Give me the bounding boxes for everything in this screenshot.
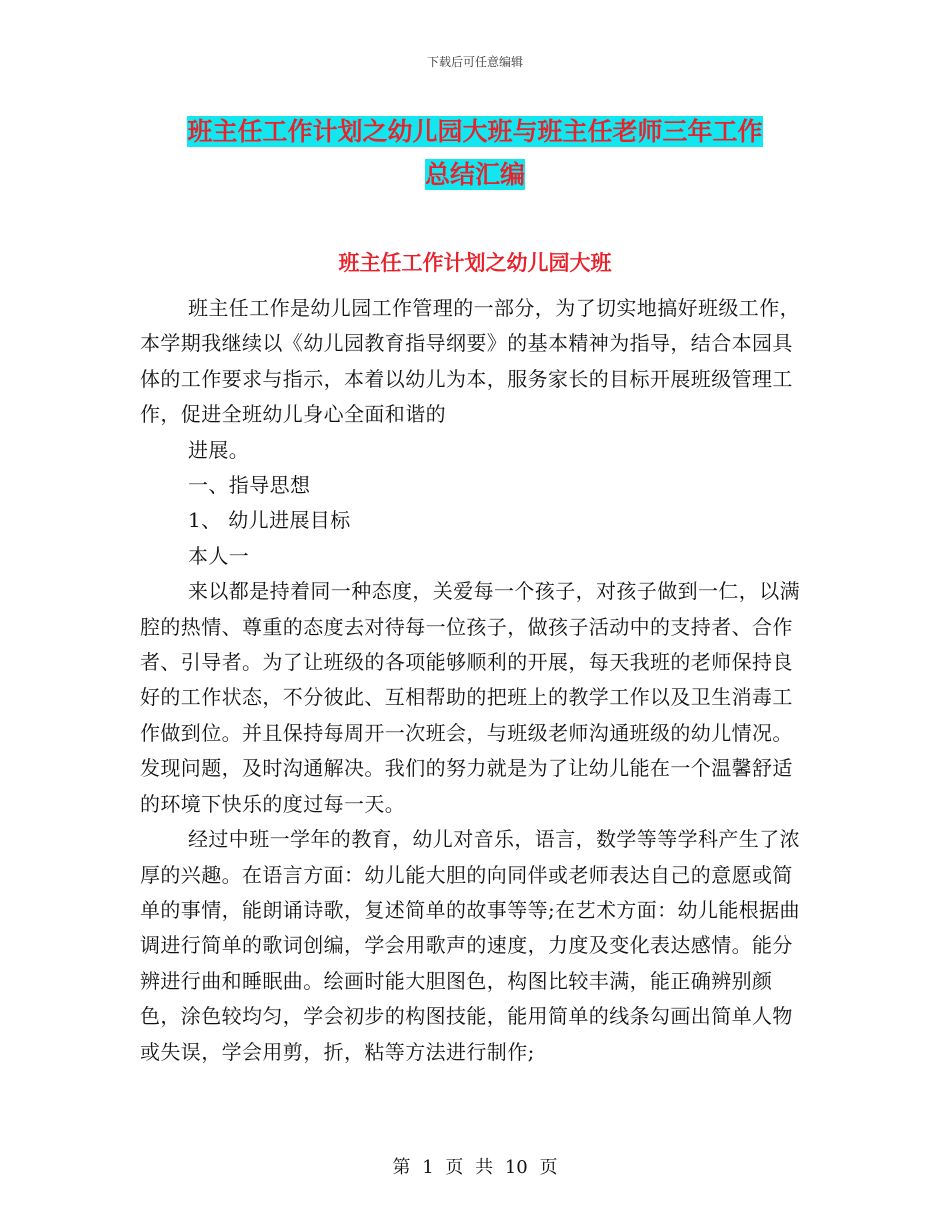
paragraph-fragment: 本人一 bbox=[188, 543, 250, 568]
document-title bbox=[0, 110, 950, 196]
header-note: 下载后可任意编辑 bbox=[426, 55, 523, 69]
paragraph-development: 经过中班一学年的教育，幼儿对音乐，语言，数学等等学科产生了浓厚的兴趣。在语言方面：幼儿能大胆的向同伴或老师表达自己的意愿或简单的事情，能朗诵诗歌，复述简单的故事等等;在艺术方面：幼儿能根据曲调进行简单的歌词创编，学会用歌声的速度，力度及变化表达感情。能分辨进行曲和睡眠曲。绘画时能大胆图色，构图比较丰满，能正确辨别颜色，涂色较均匀，学会初步的构图技能，能用简单的线条勾画出简单人物或失误，学会用剪，折，粘等方法进行制作; bbox=[140, 827, 800, 1064]
heading-child-development-goals: 1、 幼儿进展目标 bbox=[188, 508, 351, 533]
paragraph-intro: 班主任工作是幼儿园工作管理的一部分，为了切实地搞好班级工作，本学期我继续以《幼儿园教育指导纲要》的基本精神为指导，结合本园具体的工作要求与指示，本着以幼儿为本，服务家长的目标开展班级管理工作，促进全班幼儿身心全面和谐的 bbox=[140, 296, 800, 427]
document-title-line-2: 总结汇编 bbox=[424, 160, 525, 189]
paragraph-intro-end: 进展。 bbox=[188, 437, 250, 462]
heading-guiding-thought: 一、指导思想 bbox=[188, 473, 311, 498]
page-footer: 第 1 页 共 10 页 bbox=[392, 1157, 558, 1178]
paragraph-attitude: 来以都是持着同一种态度，关爱每一个孩子，对孩子做到一仁，以满腔的热情、尊重的态度去对待每一位孩子，做孩子活动中的支持者、合作者、引导者。为了让班级的各项能够顺利的开展，每天我班的老师保持良好的工作状态，不分彼此、互相帮助的把班上的教学工作以及卫生消毒工作做到位。并且保持每周开一次班会，与班级老师沟通班级的幼儿情况。发现问题，及时沟通解决。我们的努力就是为了让幼儿能在一个温馨舒适的环境下快乐的度过每一天。 bbox=[140, 579, 800, 816]
section-title: 班主任工作计划之幼儿园大班 bbox=[338, 251, 612, 275]
document-title-line-1: 班主任工作计划之幼儿园大班与班主任老师三年工作 bbox=[187, 117, 763, 146]
document-body bbox=[140, 291, 800, 1070]
